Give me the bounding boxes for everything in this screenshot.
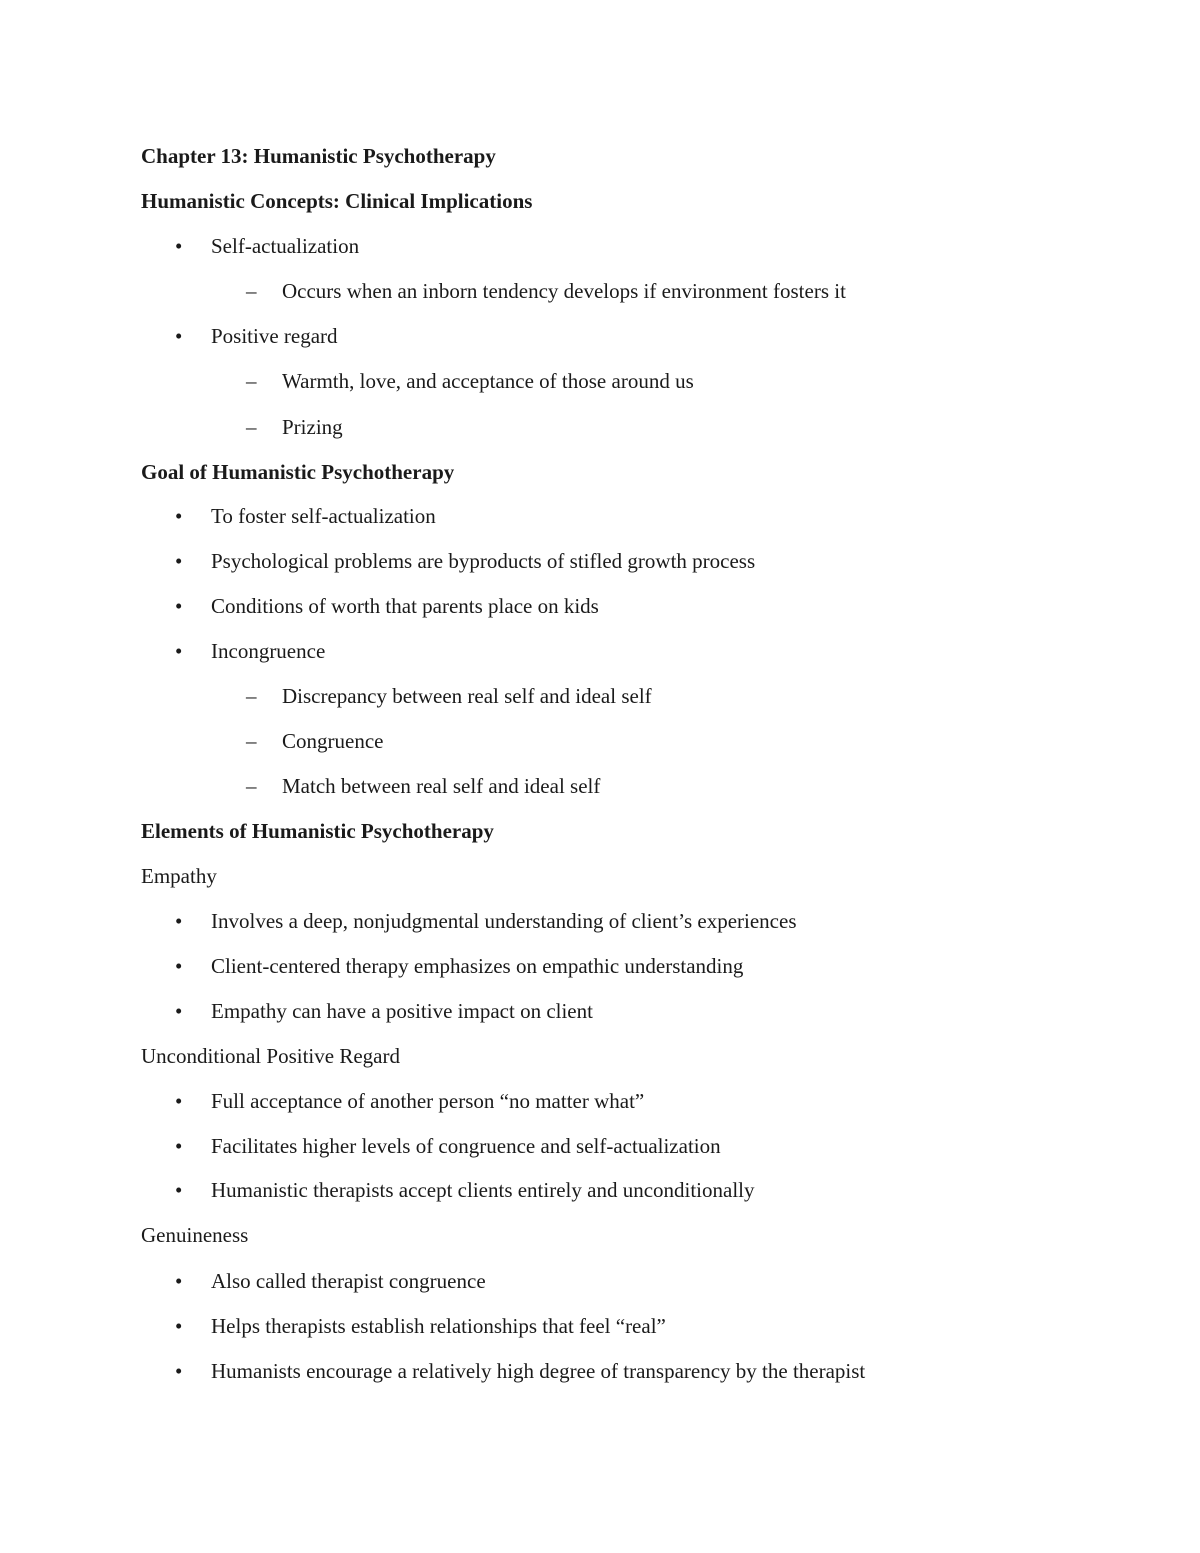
list-item-text: Humanistic therapists accept clients entirely and unconditionally [211,1178,755,1202]
list-item-text: To foster self-actualization [211,504,436,528]
sub-list-item-text: Match between real self and ideal self [282,774,601,798]
list-item [175,1177,755,1203]
list-item [175,1358,865,1384]
dash-icon: – [246,415,257,439]
list-item [175,593,599,619]
bullet-icon: • [175,1359,183,1383]
bullet-icon: • [175,594,183,618]
bullet-icon: • [175,1314,183,1338]
bullet-icon: • [175,1089,183,1113]
sub-list-item-text: Occurs when an inborn tendency develops if environment fosters it [282,279,846,303]
bullet-icon: • [175,234,183,258]
list-item-text: Empathy can have a positive impact on client [211,999,593,1023]
sub-list-item [246,773,600,799]
list-item [175,908,797,934]
sub-list-item-text: Discrepancy between real self and ideal self [282,684,652,708]
subsection-label-unconditional: Unconditional Positive Regard [141,1044,400,1068]
list-item-text: Client-centered therapy emphasizes on empathic understanding [211,954,744,978]
sub-list-item [246,683,652,709]
dash-icon: – [246,684,257,708]
bullet-icon: • [175,1134,183,1158]
bullet-icon: • [175,909,183,933]
section-heading-concepts: Humanistic Concepts: Clinical Implications [141,189,533,213]
sub-list-item [246,414,343,440]
dash-icon: – [246,729,257,753]
list-item-text: Positive regard [211,324,338,348]
list-item [175,1133,721,1159]
sub-list-item [246,368,694,394]
list-item-text: Incongruence [211,639,326,663]
bullet-icon: • [175,1178,183,1202]
list-item [175,323,338,349]
bullet-icon: • [175,504,183,528]
list-item-text: Humanists encourage a relatively high degree of transparency by the therapist [211,1359,866,1383]
list-item [175,233,359,259]
list-item [175,1268,486,1294]
list-item-text: Involves a deep, nonjudgmental understanding of client’s experiences [211,909,797,933]
sub-list-item-text: Warmth, love, and acceptance of those around us [282,369,694,393]
bullet-icon: • [175,954,183,978]
list-item-text: Self-actualization [211,234,360,258]
bullet-icon: • [175,639,183,663]
bullet-icon: • [175,1269,183,1293]
dash-icon: – [246,774,257,798]
subsection-label-empathy: Empathy [141,864,217,888]
bullet-icon: • [175,549,183,573]
sub-list-item [246,278,846,304]
page-title: Chapter 13: Humanistic Psychotherapy [141,144,496,168]
list-item [175,1313,666,1339]
list-item-text: Helps therapists establish relationships that feel “real” [211,1314,666,1338]
bullet-icon: • [175,324,183,348]
sub-list-item-text: Congruence [282,729,384,753]
list-item [175,1088,644,1114]
list-item [175,998,593,1024]
section-heading-goal: Goal of Humanistic Psychotherapy [141,460,455,484]
list-item [175,953,743,979]
list-item-text: Psychological problems are byproducts of stifled growth process [211,549,756,573]
list-item [175,548,755,574]
list-item-text: Also called therapist congruence [211,1269,486,1293]
list-item [175,638,325,664]
list-item-text: Conditions of worth that parents place on kids [211,594,599,618]
dash-icon: – [246,279,257,303]
section-heading-elements: Elements of Humanistic Psychotherapy [141,819,494,843]
dash-icon: – [246,369,257,393]
list-item-text: Facilitates higher levels of congruence and self-actualization [211,1134,721,1158]
sub-list-item-text: Prizing [282,415,343,439]
subsection-label-genuineness: Genuineness [141,1223,249,1247]
sub-list-item [246,728,383,754]
bullet-icon: • [175,999,183,1023]
list-item-text: Full acceptance of another person “no matter what” [211,1089,645,1113]
list-item [175,503,436,529]
